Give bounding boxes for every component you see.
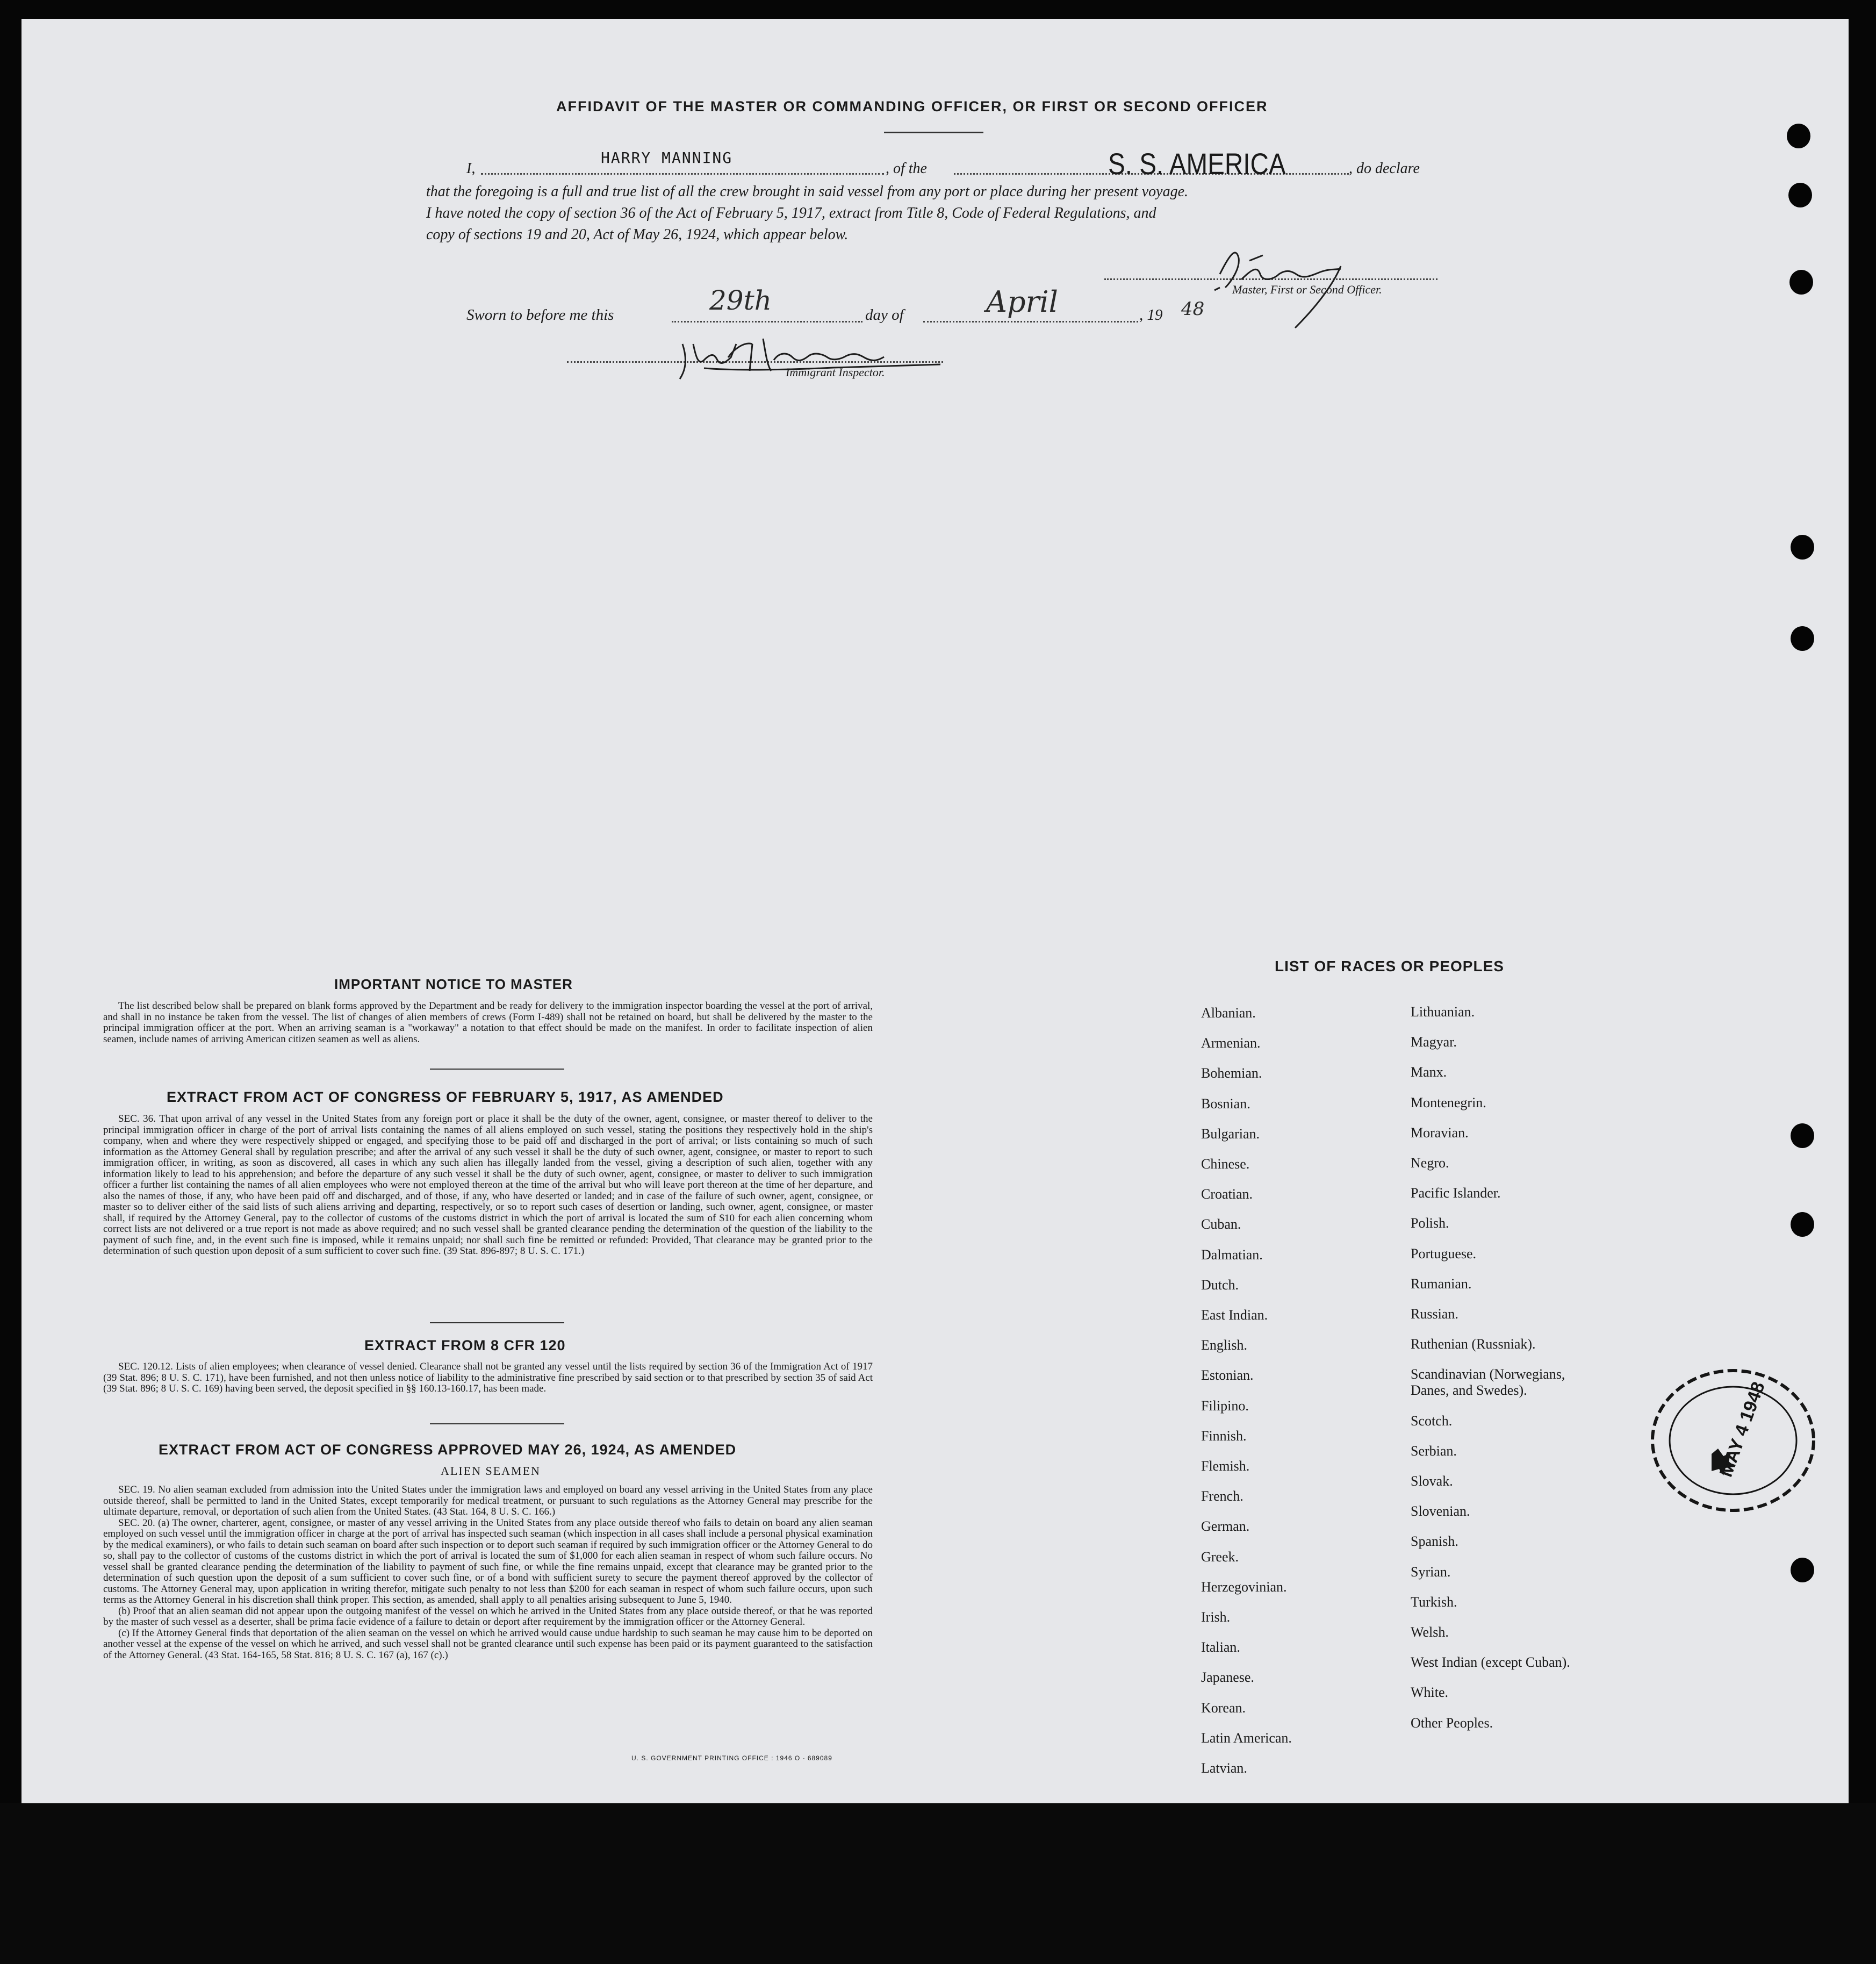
race-entry: Chinese. <box>1201 1156 1250 1172</box>
race-entry: Croatian. <box>1201 1186 1253 1202</box>
race-entry: Bosnian. <box>1201 1095 1250 1112</box>
race-entry: Manx. <box>1411 1064 1447 1080</box>
race-entry: German. <box>1201 1518 1250 1535</box>
extract-cfr-title: EXTRACT FROM 8 CFR 120 <box>364 1337 566 1353</box>
race-entry: West Indian (except Cuban). <box>1411 1654 1570 1671</box>
section-36-paragraph: SEC. 36. That upon arrival of any vessel in the United States from any foreign port or place it shall be the duty of the owner, agent, consignee, or master thereof to deliver to the principal immigration officer in charge of the port of arrival lists containing the names of all aliens employed on such vessel, stating the positions they respectively hold in the ship's company, when and where they were respectively shipped or engaged, and specifying those to be paid off and discharged in the port of arrival; or lists containing so much of such information as the Attorney General shall by regulation prescribe; and after the arrival of any such vessel it shall be the duty of such owner, agent, consignee, or master to report to such immigration officer, in writing, as soon as discovered, all cases in which any such alien has illegally landed from the vessel, giving a description of such alien, together with any information likely to lead to his apprehension; and before the departure of any such vessel it shall be the duty of such owner, agent, consignee, or master to deliver to such immigration officer a further list containing the names of all alien employees who were not employed thereon at the time of the arrival but who will leave port thereon at the time of her departure, and also the names of those, if any, who have been paid off and discharged, and of those, if any, who have deserted or landed; and in case of the failure of such owner, agent, consignee, or master so to deliver either of the said lists of such aliens arriving and departing, respectively, or so to report such cases of desertion or landing, such owner, agent, consignee, or master shall, if required by the Attorney General, pay to the collector of customs of the customs district in which the port of arrival is located the sum of $10 for each alien concerning whom correct lists are not delivered or a true report is not made as above required; and no such vessel shall be granted clearance pending the determination of the question of the liability to the payment of such fine, and, in the event such fine is imposed, while it remains unpaid; nor shall such fine be remitted or refunded: Provided, That clearance may be granted prior to the determination of such question upon deposit of a sum sufficient to cover such fine. (39 Stat. 896-897; 8 U. S. C. 171.) <box>103 1113 873 1257</box>
race-entry: Estonian. <box>1201 1367 1254 1384</box>
race-entry: Flemish. <box>1201 1458 1250 1474</box>
stamp-date: MAY 4 1948 <box>1715 1379 1769 1480</box>
inspector-caption: Immigrant Inspector. <box>786 365 885 379</box>
alien-seamen-subtitle: ALIEN SEAMEN <box>441 1464 541 1478</box>
master-caption: Master, First or Second Officer. <box>1232 283 1382 296</box>
race-entry: Montenegrin. <box>1411 1094 1486 1110</box>
punch-hole <box>1788 183 1812 207</box>
race-entry: Japanese. <box>1201 1669 1254 1686</box>
sworn-year: 48 <box>1181 298 1205 320</box>
race-entry: Greek. <box>1201 1549 1239 1565</box>
race-entry: Spanish. <box>1411 1533 1458 1550</box>
races-title: LIST OF RACES OR PEOPLES <box>1275 958 1504 974</box>
race-entry: Ruthenian (Russniak). <box>1411 1336 1536 1352</box>
section-20a-paragraph: SEC. 20. (a) The owner, charterer, agent, consignee, or master of any vessel arriving in the United States from any place outside thereof who fails to detain on board any alien seaman employed on such vessel until the immigration officer in charge at the port of arrival has inspected such seaman (which inspection in all cases shall include a personal physical examination by the medical examiners), or who fails to detain such seaman on board after such inspection or to deport such seaman if required by such immigration officer or the Attorney General to do so, shall pay to the collector of customs of the customs district in which the port of arrival is located the sum of $1,000 for each alien seaman in respect of whom such failure occurs. No vessel shall be granted clearance pending the determination of the liability to payment of such fine, or while the fine remains unpaid, except that clearance may be granted prior to the determination of such question upon the deposit of a sum sufficient to cover such fine, or of a bond with sufficient surety to secure the payment thereof approved by the collector of customs. The Attorney General may, upon application in writing therefor, mitigate such penalty to not less than $200 for each seaman in respect of whom such failure occurs, upon such terms as the Attorney General in his discretion shall think proper. This section, as amended, shall apply to all penalties arising subsequent to June 5, 1940. <box>103 1517 873 1605</box>
notice-paragraph: The list described below shall be prepared on blank forms approved by the Department and be ready for delivery to the immigration inspector boarding the vessel at the port of arrival, and shall in no instance be taken from the vessel. The list of changes of alien members of crews (Form I-489) shall not be retained on board, but shall be delivered by the master to the principal immigration officer at the port. When an arriving seaman is a "workaway" a notation to that effect should be made on the manifest. In order to facilitate inspection of alien seamen, include names of arriving American citizen seamen as well as aliens. <box>103 1000 873 1045</box>
extract-1917-text <box>103 1114 873 1257</box>
day-of-label: day of <box>865 306 904 324</box>
extract-1924-title: EXTRACT FROM ACT OF CONGRESS APPROVED MAY 26, 1924, AS AMENDED <box>159 1442 737 1458</box>
race-entry: Syrian. <box>1411 1564 1451 1580</box>
race-entry: Welsh. <box>1411 1624 1449 1640</box>
race-entry: Other Peoples. <box>1411 1715 1493 1731</box>
race-entry: Irish. <box>1201 1609 1231 1625</box>
race-entry: Korean. <box>1201 1700 1246 1716</box>
race-entry: East Indian. <box>1201 1307 1268 1323</box>
race-entry: Rumanian. <box>1411 1275 1472 1292</box>
race-entry: Latin American. <box>1201 1730 1292 1746</box>
race-entry: Lithuanian. <box>1411 1004 1475 1020</box>
race-entry: Dalmatian. <box>1201 1246 1263 1263</box>
master-name: HARRY MANNING <box>601 149 733 167</box>
vessel-name: S. S. AMERICA <box>1108 147 1286 181</box>
race-entry: Slovak. <box>1411 1473 1453 1489</box>
race-entry: English. <box>1201 1337 1247 1353</box>
punch-hole <box>1791 535 1814 560</box>
sworn-day: 29th <box>709 285 772 316</box>
extract-1924-text <box>103 1485 873 1661</box>
section-20b-paragraph: (b) Proof that an alien seaman did not appear upon the outgoing manifest of the vessel on which he arrived in the United States from any place outside thereof, or that he was reported by the master of such vessel as a deserter, shall be prima facie evidence of a failure to detain or deport after requirement by the immigration officer or the Attorney General. <box>103 1605 873 1628</box>
section-19-paragraph: SEC. 19. No alien seaman excluded from admission into the United States under the immigration laws and employed on board any vessel arriving in the United States from any place outside thereof, shall be permitted to land in the United States, except temporarily for medical treatment, or pursuant to such regulations as the Attorney General may prescribe for the ultimate departure, removal, or deportation of such alien from the United States. (43 Stat. 164, 8 U. S. C. 166.) <box>103 1484 873 1517</box>
race-entry: Filipino. <box>1201 1397 1249 1414</box>
punch-hole <box>1791 1558 1814 1582</box>
race-entry: Scandinavian (Norwegians, <box>1411 1366 1565 1382</box>
scan-background <box>0 1803 1876 1964</box>
race-entry: Herzegovinian. <box>1201 1579 1287 1595</box>
name-line <box>481 173 884 175</box>
race-entry: Bulgarian. <box>1201 1126 1260 1142</box>
race-entry: Albanian. <box>1201 1005 1256 1021</box>
declare-label: , do declare <box>1349 160 1420 177</box>
extract-1917-title: EXTRACT FROM ACT OF CONGRESS OF FEBRUARY 5, 1917, AS AMENDED <box>167 1089 724 1105</box>
race-entry: White. <box>1411 1685 1449 1701</box>
race-entry: Negro. <box>1411 1155 1449 1171</box>
section-120-paragraph: SEC. 120.12. Lists of alien employees; when clearance of vessel denied. Clearance shall not be granted any vessel until the lists required by section 36 of the Immigration Act of 1917 (39 Stat. 896; 8 U. S. C. 171), have been furnished, and not then unless notice of liability to the administrative fine prescribed by said section or to that prescribed by section 35 of said Act (39 Stat. 896; 8 U. S. C. 169) having been served, the deposit specified in §§ 160.13-160.17, has been made. <box>103 1361 873 1394</box>
race-entry: Danes, and Swedes). <box>1411 1382 1527 1399</box>
race-entry: Russian. <box>1411 1306 1458 1322</box>
sworn-label: Sworn to before me this <box>466 306 614 324</box>
race-entry: Armenian. <box>1201 1035 1261 1051</box>
race-entry: Italian. <box>1201 1639 1240 1655</box>
divider-2 <box>430 1322 564 1323</box>
sworn-month: April <box>986 285 1058 319</box>
race-entry: Slovenian. <box>1411 1503 1470 1519</box>
printer-line: U. S. GOVERNMENT PRINTING OFFICE : 1946 O - 689089 <box>631 1754 832 1762</box>
punch-hole <box>1791 1123 1814 1148</box>
race-entry: Dutch. <box>1201 1277 1239 1293</box>
affidavit-line-4: copy of sections 19 and 20, Act of May 26, 1924, which appear below. <box>426 226 849 243</box>
race-entry: Cuban. <box>1201 1216 1241 1232</box>
divider-3 <box>430 1423 564 1424</box>
affidavit-title: AFFIDAVIT OF THE MASTER OR COMMANDING OFFICER, OR FIRST OR SECOND OFFICER <box>556 98 1268 114</box>
day-line <box>672 321 862 322</box>
extract-cfr-text <box>103 1361 873 1395</box>
punch-hole <box>1791 626 1814 651</box>
punch-hole <box>1789 270 1813 295</box>
race-entry: Magyar. <box>1411 1034 1457 1050</box>
month-line <box>923 321 1138 322</box>
race-entry: Scotch. <box>1411 1413 1453 1429</box>
race-entry: Serbian. <box>1411 1443 1457 1459</box>
race-entry: Finnish. <box>1201 1428 1247 1444</box>
section-20c-paragraph: (c) If the Attorney General finds that deportation of the alien seaman on the vessel on which he arrived would cause undue hardship to such seaman he may cause him to be deported on another vessel at the expense of the vessel on which he arrived, and such vessel shall not be granted clearance until such expense has been paid or its payment guaranteed to the satisfaction of the Attorney General. (43 Stat. 164-165, 58 Stat. 816; 8 U. S. C. 167 (a), 167 (c).) <box>103 1627 873 1661</box>
notice-text <box>103 1001 873 1045</box>
notice-title: IMPORTANT NOTICE TO MASTER <box>334 976 573 992</box>
year-prefix: , 19 <box>1139 306 1163 324</box>
race-entry: Polish. <box>1411 1215 1449 1231</box>
punch-hole <box>1787 124 1810 148</box>
race-entry: Latvian. <box>1201 1760 1247 1776</box>
of-the-label: , of the <box>886 160 927 177</box>
i-label: I, <box>466 160 476 177</box>
race-entry: Bohemian. <box>1201 1065 1262 1081</box>
affidavit-line-3: I have noted the copy of section 36 of the Act of February 5, 1917, extract from Title 8, Code of Federal Regulations, and <box>426 205 1156 221</box>
affidavit-line-2: that the foregoing is a full and true list of all the crew brought in said vessel from any port or place during her present voyage. <box>426 183 1189 200</box>
divider-1 <box>430 1069 564 1070</box>
race-entry: Moravian. <box>1411 1124 1469 1141</box>
race-entry: Turkish. <box>1411 1594 1457 1610</box>
title-underline <box>884 132 983 133</box>
race-entry: Portuguese. <box>1411 1245 1477 1261</box>
race-entry: Pacific Islander. <box>1411 1185 1501 1201</box>
race-entry: French. <box>1201 1488 1244 1504</box>
punch-hole <box>1791 1212 1814 1237</box>
